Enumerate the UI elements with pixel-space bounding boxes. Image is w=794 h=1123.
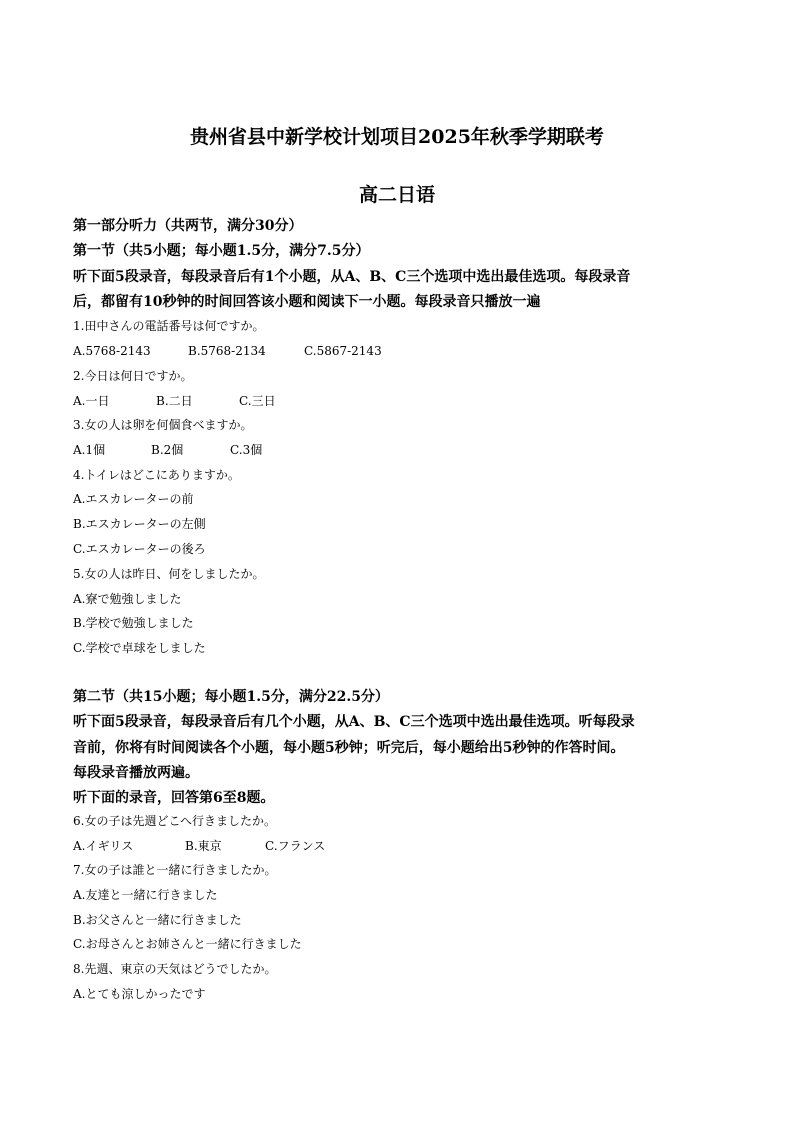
option-a: A.イギリス: [73, 839, 134, 853]
question-2-options: [73, 393, 276, 409]
question-6: 6.女の子は先週どこへ行きましたか。: [73, 814, 276, 828]
option-c: C.5867-2143: [304, 344, 382, 358]
question-5: 5.女の人は昨日、何をしましたか。: [73, 567, 265, 581]
question-2: 2.今日は何日ですか。: [73, 369, 193, 383]
question-5-option-b: B.学校で勉強しました: [73, 616, 194, 630]
section1-heading: 第一节（共5小题；每小题1.5分，满分7.5分）: [73, 243, 370, 259]
option-b: B.5768-2134: [188, 344, 266, 358]
section2-heading: 第二节（共15小题；每小题1.5分，满分22.5分）: [73, 689, 389, 705]
option-a: A.一日: [73, 394, 110, 408]
option-a: A.1個: [73, 443, 106, 457]
section1-instructions-1: 听下面5段录音，每段录音后有1个小题，从A、B、C三个选项中选出最佳选项。每段录音: [73, 269, 631, 285]
question-4: 4.トイレはどこにありますか。: [73, 468, 240, 482]
section2-instructions-3: 每段录音播放两遍。: [73, 765, 199, 781]
question-1: 1.田中さんの電話番号は何ですか。: [73, 319, 265, 333]
section2-instructions-1: 听下面5段录音，每段录音后有几个小题，从A、B、C三个选项中选出最佳选项。听每段录: [73, 714, 635, 730]
option-c: C.3個: [230, 443, 263, 457]
section1-instructions-2: 后，都留有10秒钟的时间回答该小题和阅读下一小题。每段录音只播放一遍: [73, 294, 541, 310]
question-1-options: [73, 343, 382, 359]
question-4-option-c: C.エスカレーターの後ろ: [73, 542, 206, 556]
section2-instructions-2: 音前，你将有时间阅读各个小题，每小题5秒钟；听完后，每小题给出5秒钟的作答时间。: [73, 740, 625, 756]
question-5-option-c: C.学校で卓球をしました: [73, 641, 206, 655]
option-a: A.5768-2143: [73, 344, 151, 358]
question-7-option-a: A.友達と一緒に行きました: [73, 888, 218, 902]
question-4-option-a: A.エスカレーターの前: [73, 492, 194, 506]
question-7: 7.女の子は誰と一緒に行きましたか。: [73, 863, 277, 877]
question-3-options: [73, 442, 262, 458]
question-7-option-c: C.お母さんとお姉さんと一緒に行きました: [73, 937, 302, 951]
question-8-option-a: A.とても涼しかったです: [73, 987, 206, 1001]
section2-subheading: 听下面的录音，回答第6至8题。: [73, 790, 275, 806]
option-c: C.三日: [239, 394, 276, 408]
question-5-option-a: A.寮で勉強しました: [73, 592, 182, 606]
question-3: 3.女の人は卵を何個食べますか。: [73, 418, 253, 432]
exam-subtitle: 高二日语: [358, 184, 435, 206]
option-c: C.フランス: [265, 839, 326, 853]
option-b: B.東京: [185, 839, 222, 853]
part1-heading: 第一部分听力（共两节，满分30分）: [73, 218, 303, 234]
question-6-options: [73, 838, 325, 854]
option-b: B.二日: [156, 394, 193, 408]
option-b: B.2個: [151, 443, 184, 457]
question-4-option-b: B.エスカレーターの左側: [73, 517, 206, 531]
exam-title: 贵州省县中新学校计划项目2025年秋季学期联考: [190, 126, 604, 148]
question-7-option-b: B.お父さんと一緒に行きました: [73, 913, 242, 927]
question-8: 8.先週、東京の天気はどうでしたか。: [73, 962, 277, 976]
